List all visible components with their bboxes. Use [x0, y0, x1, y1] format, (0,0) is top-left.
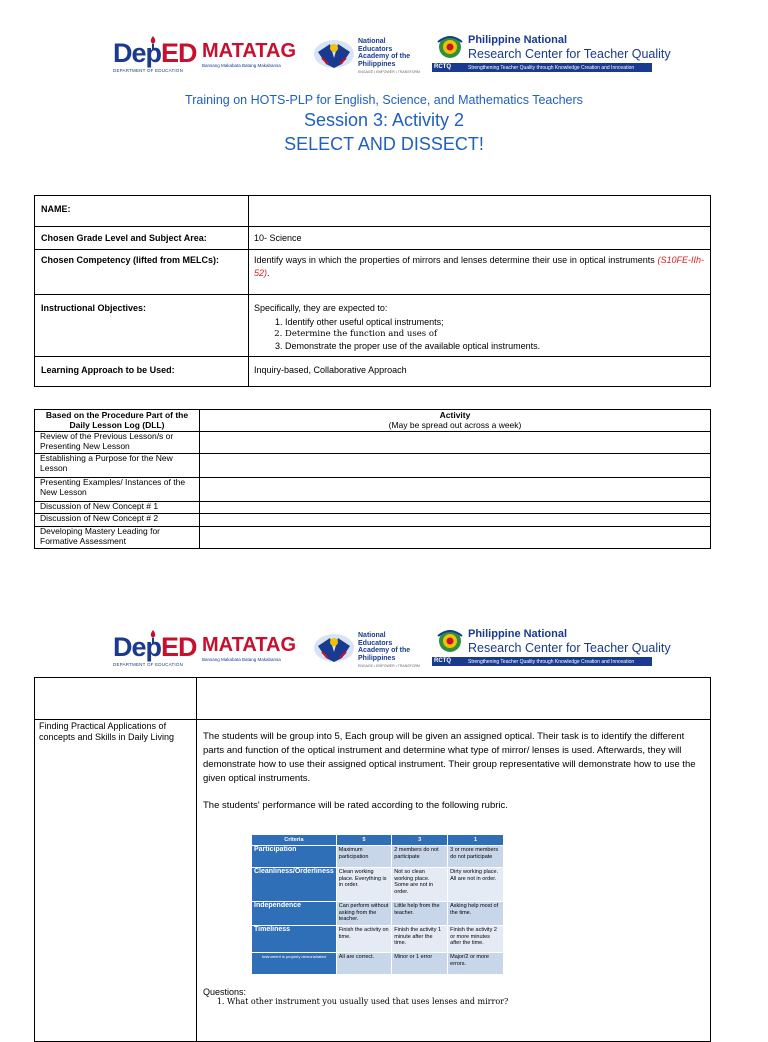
deped-logo: DepED DEPARTMENT OF EDUCATION [113, 632, 197, 667]
rubric-header-row: Criteria 5 3 1 [252, 835, 504, 846]
competency-value: Identify ways in which the properties of mirrors and lenses determine their use in optical instruments (S10FE-IIh-52). [249, 250, 711, 295]
activity-header: Activity (May be spread out across a week) [200, 410, 711, 432]
questions-list [203, 997, 702, 1007]
procedure-header: Based on the Procedure Part of the Daily Lesson Log (DLL) [35, 410, 200, 432]
rubric-table [251, 834, 504, 975]
rctq-logo: Philippine National Research Center for Teacher Quality RCTQ Strengthening Teacher Quality through Knowledge Creation and Innovation [434, 628, 671, 665]
rubric-row: Instrument is properly demonstrated All are correct. Minor or 1 error Major/2 or more errors. [252, 953, 504, 975]
session-title: Session 3: Activity 2 [303, 110, 465, 130]
objectives-value: Specifically, they are expected to: 1. Identify other useful optical instruments; 2. Determine the function and uses of 3. Demonstrate the proper use of the available optical instruments. [249, 295, 711, 357]
application-label: Finding Practical Applications of concepts and Skills in Daily Living [35, 720, 197, 1042]
objective-item: 2. Determine the function and uses of [285, 328, 704, 340]
objective-item: 1. Identify other useful optical instruments; [285, 316, 704, 328]
table-row: Developing Mastery Leading for Formative Assessment [35, 527, 711, 549]
activity-description: The students will be group into 5, Each group will be given an assigned optical. Their task is to identify the different parts and function of the optical instrument and determine what type of mirror/ lenses is used. Afterwards, they will demonstrate how to use their assigned optical instrument. Their group representative will demonstrate how to use the given optical instruments. [203, 731, 696, 784]
objectives-list [254, 316, 704, 352]
approach-value: Inquiry-based, Collaborative Approach [249, 357, 711, 387]
nea-emblem-icon [312, 34, 356, 74]
application-activity [197, 720, 711, 1042]
name-label: NAME: [35, 196, 249, 227]
nea-logo: National Educators Academy of the Philippines ENGAGE • EMPOWER • TRANSFORM [312, 628, 422, 672]
competency-code: (S10FE-IIh-52) [254, 255, 704, 278]
approach-row [35, 357, 711, 387]
questions-label: Questions: [203, 987, 247, 997]
name-value[interactable] [249, 196, 711, 227]
matatag-logo: MATATAG Bansang Makabata Batang Makabansa [202, 40, 297, 68]
rubric-row: Timeliness Finish the activity on time. Finish the activity 1 minute after the time. Finish the activity 2 or more minutes after the time. [252, 926, 504, 953]
info-table [34, 195, 711, 387]
deped-logo: DepED DEPARTMENT OF EDUCATION [113, 38, 197, 73]
grade-label: Chosen Grade Level and Subject Area: [35, 227, 249, 250]
logo-strip [0, 624, 768, 672]
rctq-emblem-icon [434, 34, 466, 62]
nea-logo: National Educators Academy of the Philippines ENGAGE • EMPOWER • TRANSFORM [312, 34, 422, 78]
rubric-intro: The students' performance will be rated according to the following rubric. [203, 800, 508, 811]
logo-strip [0, 30, 768, 78]
rctq-emblem-icon [434, 628, 466, 656]
application-table [34, 677, 711, 1042]
table-row: Discussion of New Concept # 2 [35, 514, 711, 527]
rctq-logo: Philippine National Research Center for Teacher Quality RCTQ Strengthening Teacher Quality through Knowledge Creation and Innovation [434, 34, 671, 71]
application-row [35, 720, 711, 1042]
procedure-header-row [35, 410, 711, 432]
grade-row [35, 227, 711, 250]
competency-label: Chosen Competency (lifted from MELCs): [35, 250, 249, 295]
grade-value: 10- Science [249, 227, 711, 250]
rubric-row: Cleanliness/Orderliness Clean working place. Everything is in order. Not so clean working place. Some are not in order. Dirty working place. All are not in order. [252, 868, 504, 902]
objective-item: 3. Demonstrate the proper use of the available optical instruments. [285, 340, 704, 352]
competency-row [35, 250, 711, 295]
questions-section [203, 987, 702, 1007]
table-row: Review of the Previous Lesson/s or Presenting New Lesson [35, 432, 711, 454]
rubric-row: Independence Can perform without asking from the teacher. Little help from the teacher. Asking help most of the time. [252, 902, 504, 926]
approach-label: Learning Approach to be Used: [35, 357, 249, 387]
training-title: Training on HOTS-PLP for English, Science, and Mathematics Teachers [185, 93, 583, 107]
procedure-table [34, 409, 711, 549]
rubric-row: Participation Maximum participation 2 members do not participate 3 or more members do not participate [252, 846, 504, 868]
objectives-label: Instructional Objectives: [35, 295, 249, 357]
name-row [35, 196, 711, 227]
objectives-row [35, 295, 711, 357]
table-row: Discussion of New Concept # 1 [35, 502, 711, 514]
matatag-logo: MATATAG Bansang Makabata Batang Makabansa [202, 634, 297, 662]
nea-emblem-icon [312, 628, 356, 668]
activity-title: SELECT AND DISSECT! [284, 134, 484, 154]
table-row: Presenting Examples/ Instances of the New Lesson [35, 478, 711, 502]
table-row: Establishing a Purpose for the New Lesson [35, 454, 711, 478]
question-item: 1. What other instrument you usually used that uses lenses and mirror? [227, 997, 702, 1007]
empty-header-row [35, 678, 711, 720]
